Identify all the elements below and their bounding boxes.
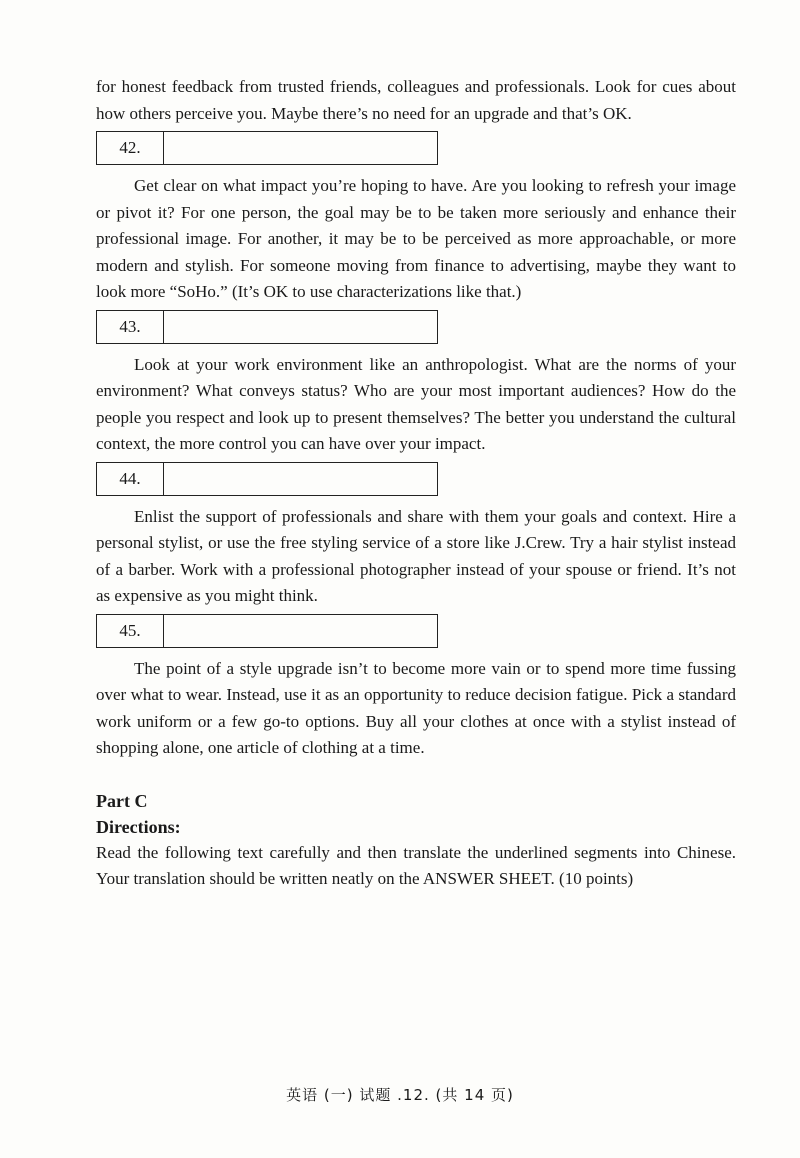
paragraph-41-tail: for honest feedback from trusted friends, colleagues and professionals. Look for cues about how others perceive you. Maybe there’s no need for an upgrade and that’s OK. xyxy=(96,77,736,123)
paragraph-43: Look at your work environment like an anthropologist. What are the norms of your environment? What conveys status? Who are your most important audiences? How do the people you respect and look up to present themselves? The better you understand the cultural context, the more control you can have over your impact. xyxy=(96,354,736,453)
question-number: 45. xyxy=(97,615,164,647)
directions-label: Directions: xyxy=(96,816,181,837)
answer-slot[interactable] xyxy=(164,132,437,164)
paragraph-44: Enlist the support of professionals and share with them your goals and context. Hire a personal stylist, or use the free styling service of a store like J.Crew. Try a hair stylist instead of a barber. Work with a professional photographer instead of your spouse or friend. It’s not as expensive as you might think. xyxy=(96,506,736,605)
answer-slot[interactable] xyxy=(164,311,437,343)
question-number: 44. xyxy=(97,463,164,495)
exam-page xyxy=(96,74,736,893)
part-c-instructions: Read the following text carefully and then translate the underlined segments into Chinese. Your translation should be written neatly on the ANSWER SHEET. (10 points) xyxy=(96,842,736,888)
answer-slot[interactable] xyxy=(164,615,437,647)
answer-box-43[interactable] xyxy=(96,310,438,344)
answer-slot[interactable] xyxy=(164,463,437,495)
answer-box-45[interactable] xyxy=(96,614,438,648)
part-c-title: Part C xyxy=(96,790,148,811)
question-number: 43. xyxy=(97,311,164,343)
page-footer: 英语 (一) 试题 .12. (共 14 页) xyxy=(286,1086,514,1104)
answer-box-44[interactable] xyxy=(96,462,438,496)
paragraph-45: The point of a style upgrade isn’t to become more vain or to spend more time fussing over what to wear. Instead, use it as an opportunity to reduce decision fatigue. Pick a standard work uniform or a few go-to options. Buy all your clothes at once with a stylist instead of shopping alone, one article of clothing at a time. xyxy=(96,658,736,757)
question-number: 42. xyxy=(97,132,164,164)
paragraph-42: Get clear on what impact you’re hoping to have. Are you looking to refresh your image or pivot it? For one person, the goal may be to be taken more seriously and enhance their professional image. For another, it may be to be perceived as more approachable, or more modern and stylish. For someone moving from finance to advertising, maybe they want to look more “SoHo.” (It’s OK to use characterizations like that.) xyxy=(96,176,736,301)
answer-box-42[interactable] xyxy=(96,131,438,165)
